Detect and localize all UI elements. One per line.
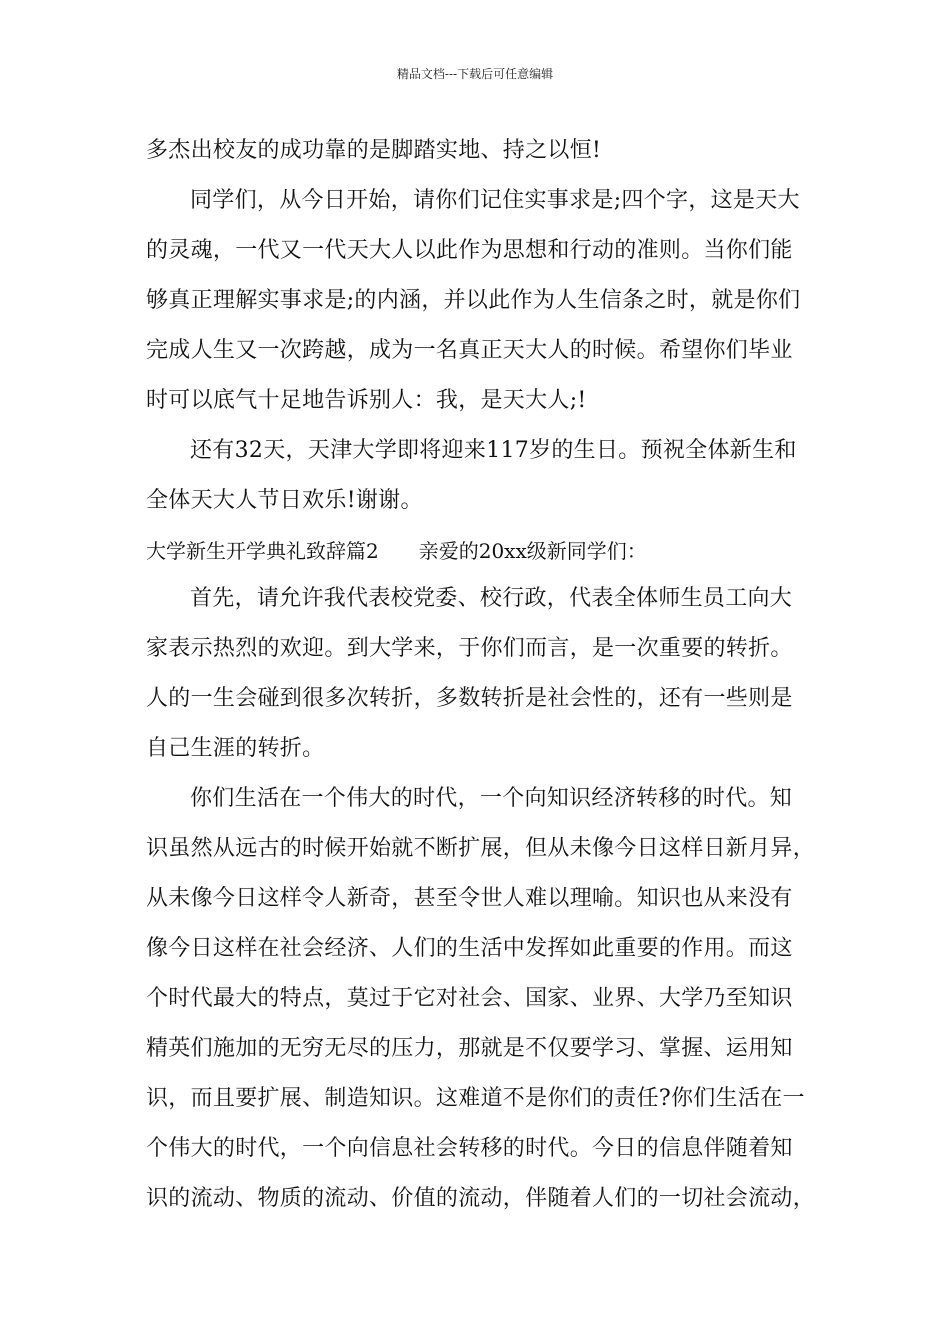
body-line-9: 首先，请允许我代表校党委、校行政，代表全体师生员工向大 — [190, 586, 793, 611]
body-line-15: 从未像今日这样令人新奇，甚至令世人难以理喻。知识也从来没有 — [146, 886, 793, 911]
body-line-8: 全体天大人节日欢乐!谢谢。 — [146, 488, 423, 513]
body-line-2: 同学们，从今日开始，请你们记住实事求是;四个字，这是天大 — [190, 188, 800, 213]
body-line-7: 还有32天，天津大学即将迎来117岁的生日。预祝全体新生和 — [190, 438, 797, 463]
body-line-11: 人的一生会碰到很多次转折，多数转折是社会性的，还有一些则是 — [146, 686, 793, 711]
body-line-21: 识的流动、物质的流动、价值的流动，伴随着人们的一切社会流动， — [146, 1186, 816, 1211]
section-heading — [146, 537, 647, 565]
body-line-14: 识虽然从远古的时候开始就不断扩展，但从未像今日这样日新月异， — [146, 836, 816, 861]
page-header: 精品文档---下载后可任意编辑 — [396, 67, 554, 81]
body-line-17: 个时代最大的特点，莫过于它对社会、国家、业界、大学乃至知识 — [146, 986, 793, 1011]
body-line-6: 时可以底气十足地告诉别人：我，是天大人;! — [146, 388, 587, 413]
section-title: 大学新生开学典礼致辞篇2 — [146, 539, 379, 563]
body-line-1: 多杰出校友的成功靠的是脚踏实地、持之以恒! — [146, 138, 602, 163]
body-line-4: 够真正理解实事求是;的内涵，并以此作为人生信条之时，就是你们 — [146, 288, 801, 313]
body-line-20: 个伟大的时代，一个向信息社会转移的时代。今日的信息伴随着知 — [146, 1136, 793, 1161]
body-line-5: 完成人生又一次跨越，成为一名真正天大人的时候。希望你们毕业 — [146, 338, 793, 363]
body-line-10: 家表示热烈的欢迎。到大学来，于你们而言，是一次重要的转折。 — [146, 636, 793, 661]
body-line-13: 你们生活在一个伟大的时代，一个向知识经济转移的时代。知 — [190, 786, 793, 811]
salutation: 亲爱的20xx级新同学们： — [418, 539, 647, 563]
body-line-16: 像今日这样在社会经济、人们的生活中发挥如此重要的作用。而这 — [146, 936, 793, 961]
body-line-12: 自己生涯的转折。 — [146, 736, 325, 761]
body-line-18: 精英们施加的无穷无尽的压力，那就是不仅要学习、掌握、运用知 — [146, 1036, 793, 1061]
body-line-3: 的灵魂，一代又一代天大人以此作为思想和行动的准则。当你们能 — [146, 238, 793, 263]
body-line-19: 识，而且要扩展、制造知识。这难道不是你们的责任?你们生活在一 — [146, 1086, 805, 1111]
